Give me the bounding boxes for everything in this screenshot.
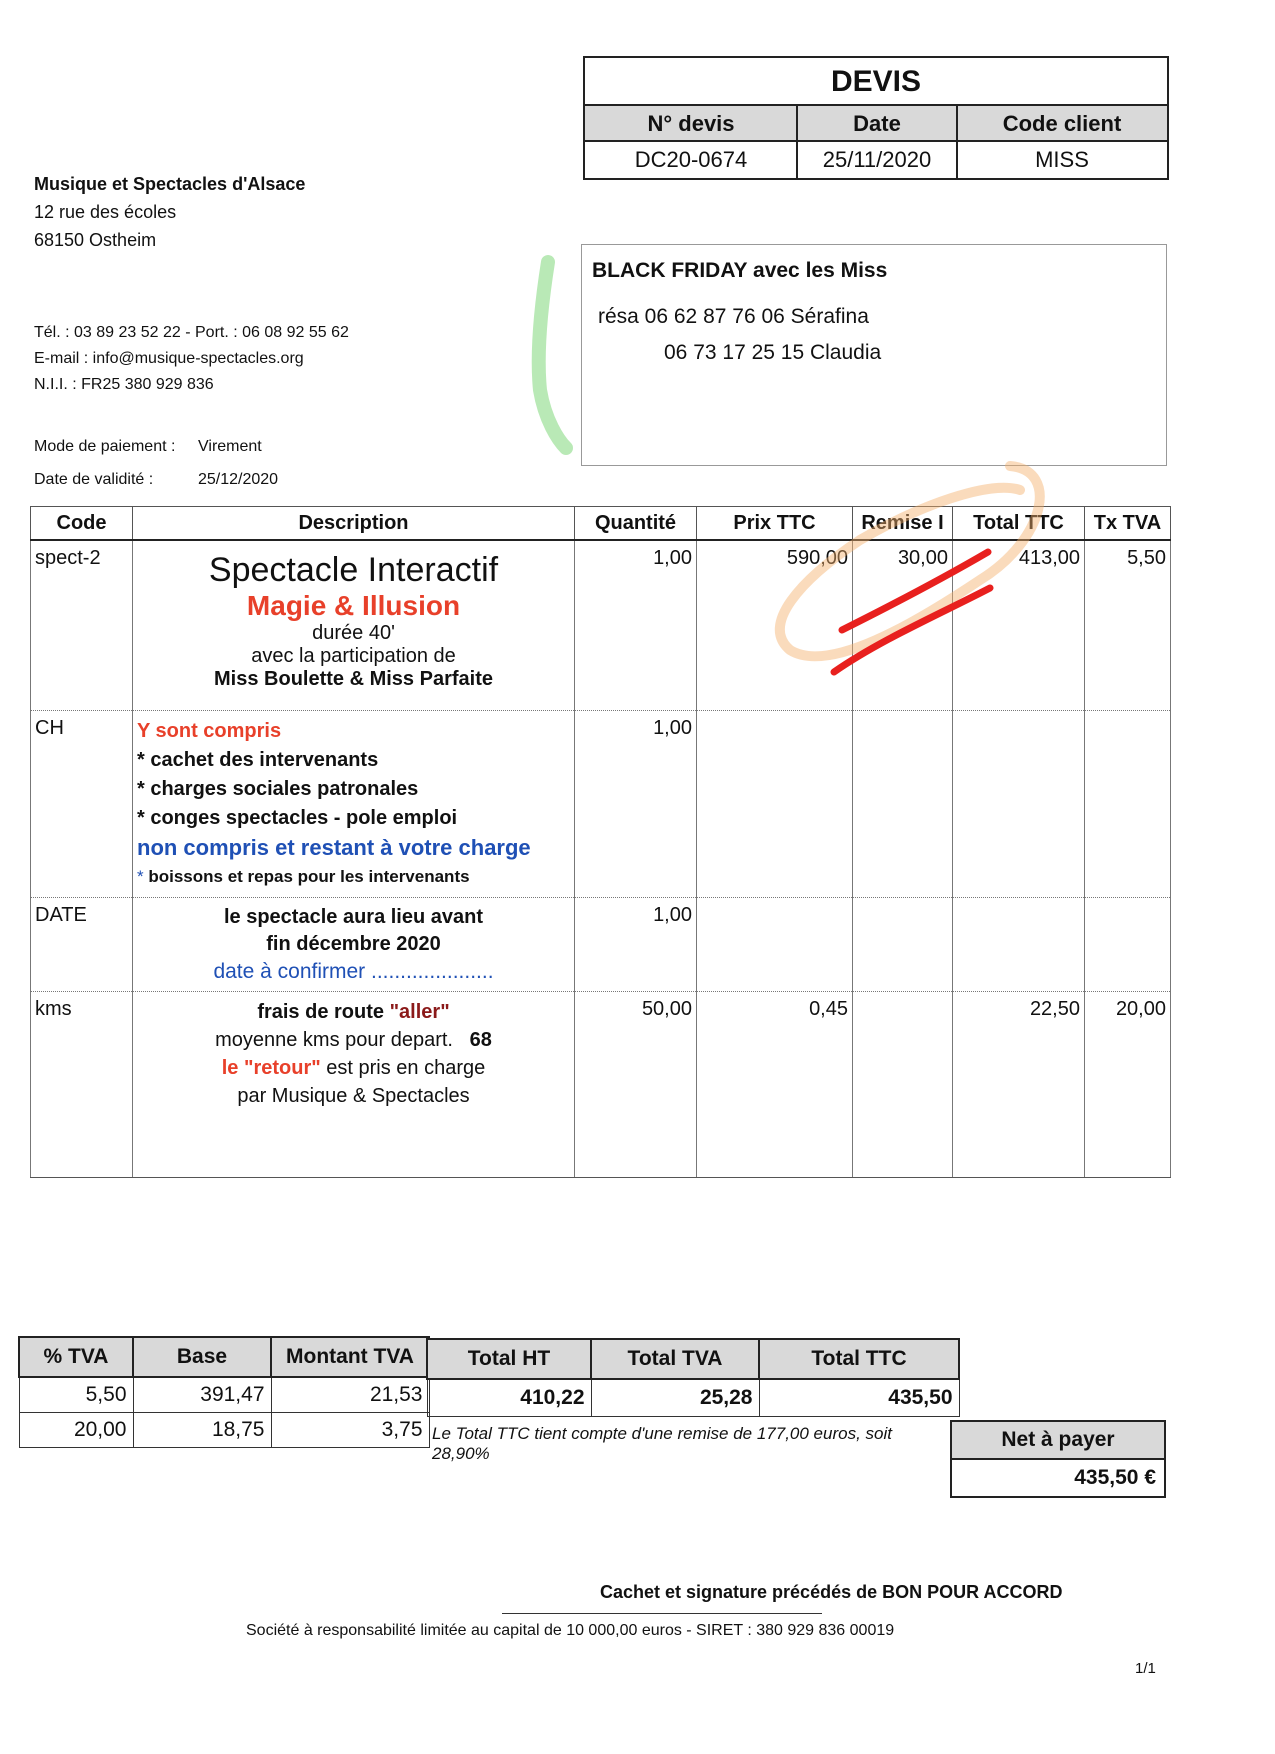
table-row <box>19 1413 429 1448</box>
desc-line: date à confirmer ..................... <box>213 959 494 983</box>
item-tva: 5,50 <box>1085 540 1171 710</box>
vat-base: 18,75 <box>133 1413 271 1448</box>
green-marker-stroke <box>539 262 566 448</box>
empty-cell <box>697 897 853 991</box>
item-code: CH <box>31 710 133 897</box>
page-number: 1/1 <box>1135 1660 1156 1677</box>
col-price: Prix TTC <box>697 507 853 541</box>
vat-rate-header: % TVA <box>19 1337 133 1377</box>
desc-text: 68 <box>469 1028 492 1051</box>
net-to-pay-label: Net à payer <box>952 1422 1164 1460</box>
item-remise: 30,00 <box>853 540 953 710</box>
empty-cell <box>853 991 953 1177</box>
table-row <box>31 991 1171 1177</box>
empty-cell <box>853 710 953 897</box>
client-title: BLACK FRIDAY avec les Miss <box>592 259 888 282</box>
item-description <box>133 710 575 897</box>
divider <box>956 106 958 178</box>
company-email: E-mail : info@musique-spectacles.org <box>34 350 304 367</box>
item-price: 590,00 <box>697 540 853 710</box>
item-description <box>133 897 575 991</box>
discount-remark: Le Total TTC tient compte d'une remise de 177,00 euros, soit 28,90% <box>432 1424 892 1463</box>
client-line-1: résa 06 62 87 76 06 Sérafina <box>598 305 869 328</box>
table-row <box>19 1377 429 1413</box>
empty-cell <box>953 710 1085 897</box>
date-header: Date <box>797 106 957 142</box>
divider <box>796 106 798 178</box>
payment-mode-label: Mode de paiement : <box>34 438 176 455</box>
desc-text: boissons et repas pour les intervenants <box>143 866 470 886</box>
desc-line: Y sont compris <box>137 719 282 742</box>
items-table <box>30 506 1171 1178</box>
vat-amount-header: Montant TVA <box>271 1337 429 1377</box>
col-tva: Tx TVA <box>1085 507 1171 541</box>
col-code: Code <box>31 507 133 541</box>
signature-label: Cachet et signature précédés de BON POUR ACCORD <box>600 1582 1063 1602</box>
empty-cell <box>1085 710 1171 897</box>
total-ht: 410,22 <box>427 1379 591 1417</box>
table-row <box>31 540 1171 710</box>
vat-amount: 3,75 <box>271 1413 429 1448</box>
payment-info <box>34 430 278 496</box>
item-quantity: 50,00 <box>575 991 697 1177</box>
desc-line: avec la participation de <box>251 645 456 667</box>
desc-line: durée 40' <box>312 622 395 644</box>
item-code: kms <box>31 991 133 1177</box>
item-total: 22,50 <box>953 991 1085 1177</box>
empty-cell <box>953 897 1085 991</box>
desc-text: moyenne kms pour depart. <box>215 1028 453 1051</box>
vat-amount: 21,53 <box>271 1377 429 1413</box>
table-row <box>31 897 1171 991</box>
item-quantity: 1,00 <box>575 710 697 897</box>
desc-bullet: * <box>137 866 144 886</box>
total-ht-header: Total HT <box>427 1339 591 1379</box>
net-to-pay-box <box>950 1420 1166 1498</box>
desc-line: Magie & Illusion <box>246 590 461 621</box>
client-box <box>581 244 1167 466</box>
quote-number: DC20-0674 <box>634 147 748 172</box>
empty-cell <box>697 710 853 897</box>
company-address <box>34 170 305 254</box>
desc-line: le spectacle aura lieu avant <box>223 905 484 928</box>
desc-line: fin décembre 2020 <box>266 932 441 955</box>
col-total: Total TTC <box>953 507 1085 541</box>
client-code: MISS <box>1035 147 1089 172</box>
item-total: 413,00 <box>953 540 1085 710</box>
total-tva: 25,28 <box>591 1379 759 1417</box>
item-description <box>133 540 575 710</box>
vat-rate: 20,00 <box>19 1413 133 1448</box>
payment-mode-value: Virement <box>198 438 262 455</box>
company-name: Musique et Spectacles d'Alsace <box>34 174 306 194</box>
vat-rate: 5,50 <box>19 1377 133 1413</box>
desc-text: "aller" <box>389 1000 450 1023</box>
item-price: 0,45 <box>697 991 853 1177</box>
item-tva: 20,00 <box>1085 991 1171 1177</box>
item-code: DATE <box>31 897 133 991</box>
desc-line: non compris et restant à votre charge <box>137 834 531 860</box>
item-quantity: 1,00 <box>575 540 697 710</box>
items-header-row <box>31 507 1171 541</box>
total-ttc-header: Total TTC <box>759 1339 959 1379</box>
desc-line: * cachet des intervenants <box>137 748 379 771</box>
quote-number-header: N° devis <box>585 106 797 142</box>
col-description: Description <box>133 507 575 541</box>
client-code-header: Code client <box>957 106 1167 142</box>
total-ttc: 435,50 <box>759 1379 959 1417</box>
company-contact <box>34 320 349 398</box>
desc-line <box>137 862 570 891</box>
desc-line: * charges sociales patronales <box>137 777 419 800</box>
desc-line: * conges spectacles - pole emploi <box>137 806 458 829</box>
signature-line <box>502 1613 822 1614</box>
desc-line: Spectacle Interactif <box>208 551 499 589</box>
totals-table <box>426 1338 960 1417</box>
vat-breakdown-table <box>18 1336 430 1448</box>
company-phone: Tél. : 03 89 23 52 22 - Port. : 06 08 92 55 62 <box>34 324 349 341</box>
empty-cell <box>853 897 953 991</box>
validity-label: Date de validité : <box>34 471 154 488</box>
client-line-2: 06 73 17 25 15 Claudia <box>664 341 882 364</box>
devis-info-grid <box>585 106 1167 178</box>
company-city: 68150 Ostheim <box>34 230 157 250</box>
item-code: spect-2 <box>31 540 133 710</box>
devis-header-box <box>583 56 1169 180</box>
quote-date: 25/11/2020 <box>822 147 932 172</box>
table-row <box>427 1379 959 1417</box>
col-quantity: Quantité <box>575 507 697 541</box>
desc-text: le "retour" <box>221 1056 321 1079</box>
validity-value: 25/12/2020 <box>198 471 279 488</box>
vat-base: 391,47 <box>133 1377 271 1413</box>
desc-line: Miss Boulette & Miss Parfaite <box>214 668 493 690</box>
net-to-pay-value: 435,50 € <box>1074 1466 1156 1489</box>
item-description <box>133 991 575 1177</box>
legal-footer: Société à responsabilité limitée au capital de 10 000,00 euros - SIRET : 380 929 836 00019 <box>246 1622 895 1639</box>
table-row <box>31 710 1171 897</box>
desc-line: par Musique & Spectacles <box>237 1084 470 1107</box>
company-nii: N.I.I. : FR25 380 929 836 <box>34 376 214 393</box>
company-street: 12 rue des écoles <box>34 202 177 222</box>
desc-text: frais de route <box>257 1000 390 1023</box>
item-quantity: 1,00 <box>575 897 697 991</box>
vat-base-header: Base <box>133 1337 271 1377</box>
empty-cell <box>1085 897 1171 991</box>
total-tva-header: Total TVA <box>591 1339 759 1379</box>
desc-text: est pris en charge <box>320 1056 486 1079</box>
document-title: DEVIS <box>585 58 1167 106</box>
col-remise: Remise I <box>853 507 953 541</box>
